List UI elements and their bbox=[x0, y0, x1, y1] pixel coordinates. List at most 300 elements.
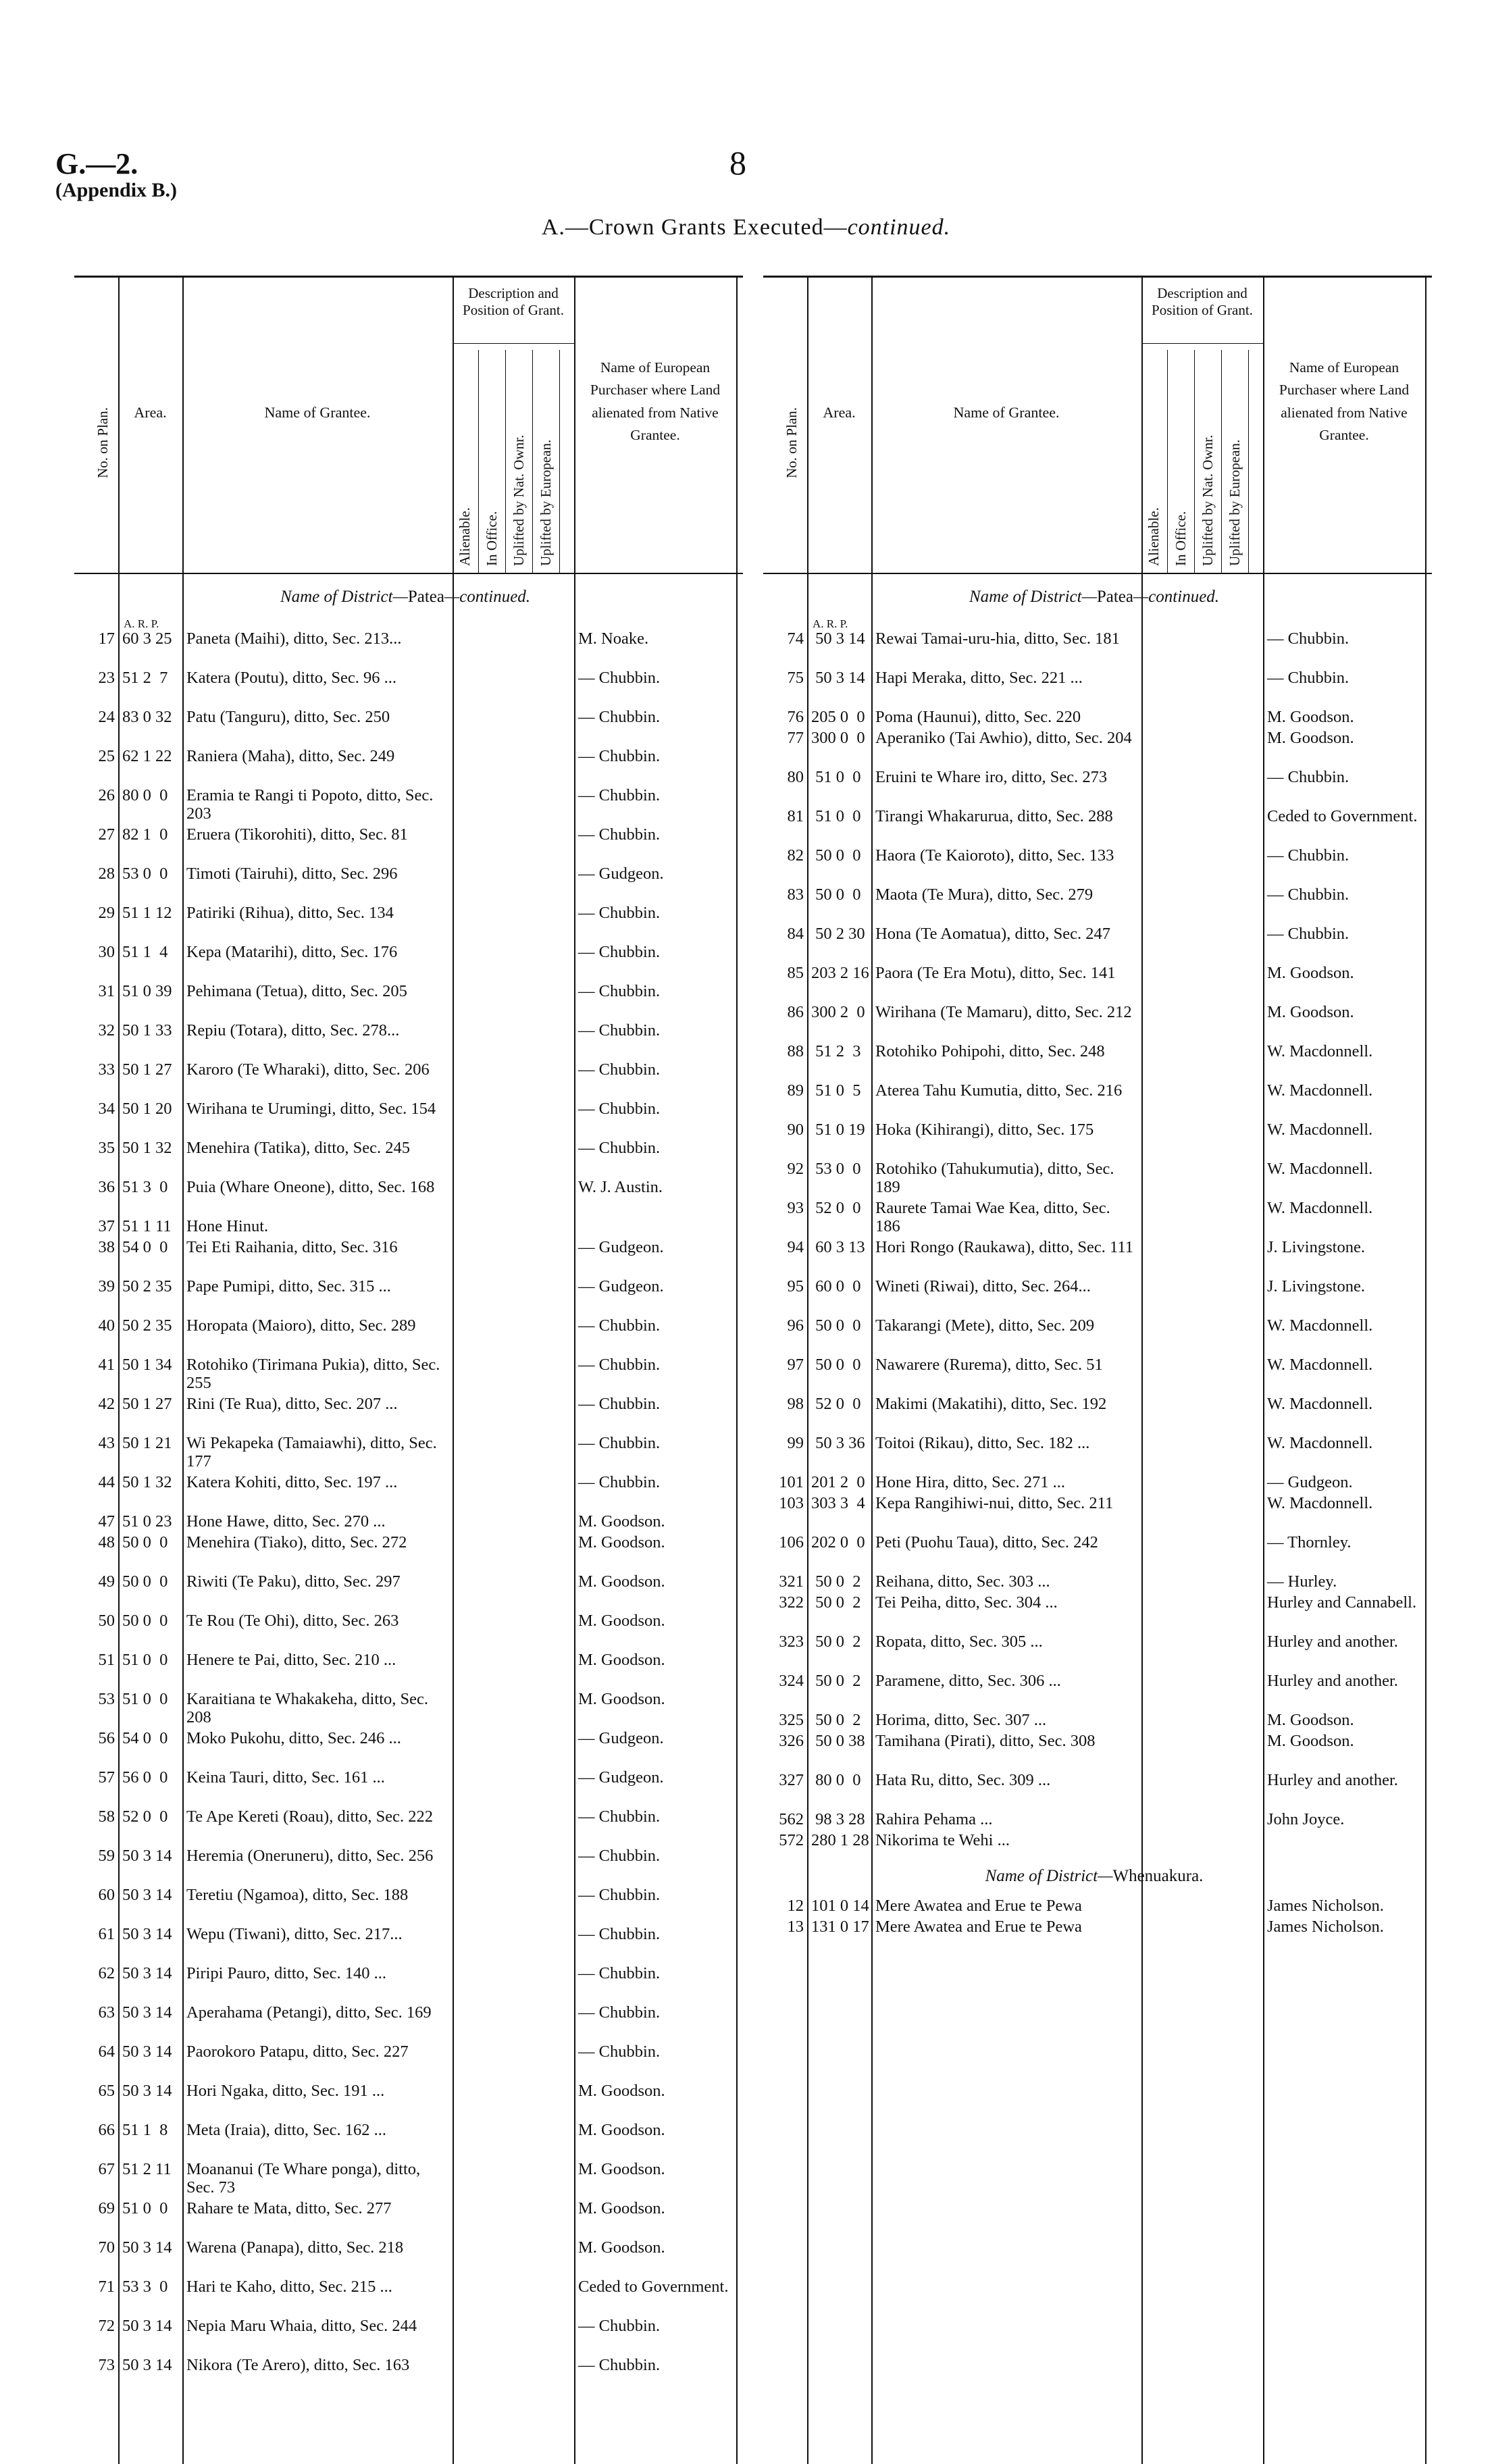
table-row bbox=[74, 1847, 743, 1886]
purchaser-name: — Gudgeon. bbox=[578, 1238, 664, 1256]
plan-number: 34 bbox=[98, 1100, 115, 1118]
table-row bbox=[74, 2278, 743, 2317]
plan-number: 49 bbox=[98, 1572, 115, 1591]
grantee-name: Paora (Te Era Motu), ditto, Sec. 141 bbox=[875, 964, 1116, 982]
plan-number: 101 bbox=[779, 1473, 804, 1491]
table-row bbox=[74, 2238, 743, 2278]
plan-number: 85 bbox=[787, 964, 804, 982]
area-value: 50 3 14 bbox=[811, 669, 865, 687]
purchaser-name: James Nicholson. bbox=[1267, 1897, 1384, 1915]
purchaser-name: — Chubbin. bbox=[578, 1100, 661, 1118]
table-row bbox=[763, 964, 1432, 1003]
table-row bbox=[74, 1316, 743, 1356]
plan-number: 90 bbox=[787, 1121, 804, 1139]
area-value: 50 3 36 bbox=[811, 1434, 865, 1452]
table-row bbox=[74, 2003, 743, 2043]
table-row bbox=[74, 1356, 743, 1395]
plan-number: 47 bbox=[98, 1512, 115, 1531]
purchaser-name: — Thornley. bbox=[1267, 1533, 1352, 1551]
area-value: 51 0 0 bbox=[122, 1690, 168, 1708]
col-grantee: Name of Grantee. bbox=[953, 404, 1060, 421]
table-top-rule bbox=[763, 276, 1432, 278]
purchaser-name: M. Goodson. bbox=[1267, 1003, 1354, 1021]
area-value: 51 1 11 bbox=[122, 1217, 172, 1235]
plan-number: 40 bbox=[98, 1316, 115, 1335]
area-value: 83 0 32 bbox=[122, 708, 172, 726]
purchaser-name: J. Livingstone. bbox=[1267, 1277, 1365, 1295]
purchaser-name: M. Goodson. bbox=[1267, 964, 1354, 982]
grantee-name: Kepa (Matarihi), ditto, Sec. 176 bbox=[186, 943, 398, 961]
table-row bbox=[74, 1807, 743, 1847]
table-row bbox=[74, 1651, 743, 1690]
table-row bbox=[74, 747, 743, 786]
district-heading bbox=[74, 588, 736, 607]
col-no-on-plan: No. on Plan. bbox=[95, 407, 111, 478]
purchaser-name: W. Macdonnell. bbox=[1267, 1494, 1373, 1512]
plan-number: 57 bbox=[98, 1768, 115, 1787]
area-value: 51 1 4 bbox=[122, 943, 168, 961]
area-value: 50 0 0 bbox=[122, 1533, 168, 1551]
grantee-name: Karoro (Te Wharaki), ditto, Sec. 206 bbox=[186, 1060, 430, 1079]
area-value: 60 3 13 bbox=[811, 1238, 865, 1256]
area-value: 203 2 16 bbox=[811, 964, 869, 982]
purchaser-name: — Chubbin. bbox=[1267, 886, 1349, 904]
table-row bbox=[74, 1021, 743, 1060]
grantee-name: Rahira Pehama ... bbox=[875, 1810, 993, 1828]
purchaser-name: — Chubbin. bbox=[578, 669, 661, 687]
plan-number: 325 bbox=[779, 1711, 804, 1729]
table-row bbox=[74, 1217, 743, 1238]
grantee-name: Paramene, ditto, Sec. 306 ... bbox=[875, 1672, 1061, 1690]
purchaser-name: — Chubbin. bbox=[578, 1395, 661, 1413]
plan-number: 23 bbox=[98, 669, 115, 687]
plan-number: 13 bbox=[787, 1918, 804, 1936]
table-row bbox=[74, 1925, 743, 1964]
plan-number: 77 bbox=[787, 729, 804, 747]
table-row bbox=[763, 1771, 1432, 1810]
plan-number: 70 bbox=[98, 2238, 115, 2257]
table-row bbox=[74, 1768, 743, 1807]
district-continued: —continued. bbox=[1133, 588, 1220, 606]
area-value: 50 1 27 bbox=[122, 1060, 172, 1079]
col-grantee: Name of Grantee. bbox=[264, 404, 371, 421]
area-value: 51 1 8 bbox=[122, 2121, 168, 2139]
plan-number: 28 bbox=[98, 865, 115, 883]
subcolumn-rule bbox=[1221, 350, 1222, 573]
table-row bbox=[74, 982, 743, 1021]
grantee-name: Mere Awatea and Erue te Pewa bbox=[875, 1897, 1082, 1915]
plan-number: 27 bbox=[98, 825, 115, 844]
area-value: 50 2 35 bbox=[122, 1316, 172, 1335]
plan-number: 94 bbox=[787, 1238, 804, 1256]
grantee-name: Moananui (Te Whare ponga), ditto, Sec. 73 bbox=[186, 2160, 421, 2197]
plan-number: 324 bbox=[779, 1672, 804, 1690]
area-units-label: A. R. P. bbox=[124, 617, 159, 630]
purchaser-name: Hurley and Cannabell. bbox=[1267, 1593, 1417, 1612]
plan-number: 63 bbox=[98, 2003, 115, 2022]
table-row bbox=[763, 925, 1432, 964]
col-description: Description and Position of Grant. bbox=[463, 285, 564, 319]
area-value: 80 0 0 bbox=[811, 1771, 861, 1789]
area-value: 50 0 0 bbox=[122, 1612, 168, 1630]
purchaser-name: — Chubbin. bbox=[1267, 630, 1349, 648]
area-value: 300 0 0 bbox=[811, 729, 865, 747]
area-value: 51 2 11 bbox=[122, 2160, 172, 2178]
purchaser-name: M. Goodson. bbox=[578, 2121, 665, 2139]
area-value: 54 0 0 bbox=[122, 1729, 168, 1747]
grantee-name: Paorokoro Patapu, ditto, Sec. 227 bbox=[186, 2043, 409, 2061]
plan-number: 98 bbox=[787, 1395, 804, 1413]
purchaser-name: — Chubbin. bbox=[578, 747, 661, 765]
plan-number: 24 bbox=[98, 708, 115, 726]
plan-number: 99 bbox=[787, 1434, 804, 1452]
subcolumn-rule bbox=[478, 350, 479, 573]
plan-number: 86 bbox=[787, 1003, 804, 1021]
table-row bbox=[74, 1100, 743, 1139]
area-value: 50 0 0 bbox=[811, 1316, 861, 1335]
area-value: 50 2 35 bbox=[122, 1277, 172, 1295]
table-header-rule bbox=[763, 573, 1432, 574]
purchaser-name: M. Goodson. bbox=[1267, 729, 1354, 747]
area-value: 51 1 12 bbox=[122, 904, 172, 922]
table-row bbox=[74, 2356, 743, 2395]
purchaser-name: W. Macdonnell. bbox=[1267, 1160, 1373, 1178]
area-value: 51 0 5 bbox=[811, 1081, 861, 1100]
grantee-name: Piripi Pauro, ditto, Sec. 140 ... bbox=[186, 1964, 387, 1982]
grantee-name: Nepia Maru Whaia, ditto, Sec. 244 bbox=[186, 2317, 417, 2335]
grantee-name: Rahare te Mata, ditto, Sec. 277 bbox=[186, 2199, 392, 2217]
plan-number: 38 bbox=[98, 1238, 115, 1256]
area-value: 51 0 39 bbox=[122, 982, 172, 1000]
subcolumn-rule bbox=[1248, 350, 1249, 573]
plan-number: 323 bbox=[779, 1633, 804, 1651]
grantee-name: Eruini te Whare iro, ditto, Sec. 273 bbox=[875, 768, 1108, 786]
grantee-name: Timoti (Tairuhi), ditto, Sec. 296 bbox=[186, 865, 398, 883]
plan-number: 36 bbox=[98, 1178, 115, 1196]
grantee-name: Raurete Tamai Wae Kea, ditto, Sec. 186 bbox=[875, 1199, 1110, 1235]
area-value: 53 0 0 bbox=[122, 865, 168, 883]
purchaser-name: — Gudgeon. bbox=[578, 1729, 664, 1747]
grantee-name: Toitoi (Rikau), ditto, Sec. 182 ... bbox=[875, 1434, 1090, 1452]
area-value: 50 1 20 bbox=[122, 1100, 172, 1118]
grantee-name: Wepu (Tiwani), ditto, Sec. 217... bbox=[186, 1925, 403, 1943]
grantee-name: Hone Hawe, ditto, Sec. 270 ... bbox=[186, 1512, 386, 1531]
purchaser-name: — Hurley. bbox=[1267, 1572, 1337, 1591]
col-in-office: In Office. bbox=[484, 511, 500, 566]
district-name: Whenuakura. bbox=[1112, 1867, 1204, 1885]
purchaser-name: — Chubbin. bbox=[578, 2003, 661, 2022]
purchaser-name: — Chubbin. bbox=[578, 982, 661, 1000]
grantee-name: Henere te Pai, ditto, Sec. 210 ... bbox=[186, 1651, 396, 1669]
table-row bbox=[74, 2121, 743, 2160]
grantee-name: Moko Pukohu, ditto, Sec. 246 ... bbox=[186, 1729, 401, 1747]
plan-number: 96 bbox=[787, 1316, 804, 1335]
purchaser-name: James Nicholson. bbox=[1267, 1918, 1384, 1936]
table-row bbox=[763, 1160, 1432, 1199]
purchaser-name: M. Goodson. bbox=[1267, 708, 1354, 726]
area-value: 52 0 0 bbox=[811, 1199, 861, 1217]
table-row bbox=[74, 2043, 743, 2082]
area-value: 50 0 2 bbox=[811, 1593, 861, 1612]
grantee-name: Puia (Whare Oneone), ditto, Sec. 168 bbox=[186, 1178, 435, 1196]
area-units-label: A. R. P. bbox=[813, 617, 848, 630]
purchaser-name: — Chubbin. bbox=[578, 786, 661, 804]
plan-number: 51 bbox=[98, 1651, 115, 1669]
purchaser-name: — Chubbin. bbox=[578, 1964, 661, 1982]
plan-number: 73 bbox=[98, 2356, 115, 2374]
table-row bbox=[763, 1918, 1432, 1939]
table-row bbox=[74, 708, 743, 747]
area-value: 50 0 2 bbox=[811, 1572, 861, 1591]
table-header-rule bbox=[74, 573, 743, 574]
plan-number: 83 bbox=[787, 886, 804, 904]
grantee-name: Menehira (Tiako), ditto, Sec. 272 bbox=[186, 1533, 407, 1551]
table-row bbox=[74, 2082, 743, 2121]
plan-number: 72 bbox=[98, 2317, 115, 2335]
title-text: A.—Crown Grants Executed— bbox=[541, 215, 848, 240]
grantee-name: Te Rou (Te Ohi), ditto, Sec. 263 bbox=[186, 1612, 399, 1630]
area-value: 50 3 14 bbox=[811, 630, 865, 648]
table-row bbox=[763, 1356, 1432, 1395]
plan-number: 562 bbox=[779, 1810, 804, 1828]
purchaser-name: — Chubbin. bbox=[1267, 768, 1349, 786]
grantee-name: Aperaniko (Tai Awhio), ditto, Sec. 204 bbox=[875, 729, 1132, 747]
district-label: Name of District— bbox=[280, 588, 408, 606]
plan-number: 50 bbox=[98, 1612, 115, 1630]
table-row bbox=[763, 630, 1432, 669]
purchaser-name: — Chubbin. bbox=[578, 1434, 661, 1452]
grantee-name: Maota (Te Mura), ditto, Sec. 279 bbox=[875, 886, 1094, 904]
area-value: 205 0 0 bbox=[811, 708, 865, 726]
col-uplifted-nat: Uplifted by Nat. Ownr. bbox=[511, 434, 527, 566]
table-row bbox=[74, 865, 743, 904]
area-value: 60 0 0 bbox=[811, 1277, 861, 1295]
purchaser-name: W. Macdonnell. bbox=[1267, 1434, 1373, 1452]
purchaser-name: W. Macdonnell. bbox=[1267, 1395, 1373, 1413]
purchaser-name: — Chubbin. bbox=[1267, 669, 1349, 687]
page-number: 8 bbox=[729, 144, 746, 182]
purchaser-name: W. J. Austin. bbox=[578, 1178, 663, 1196]
grantee-name: Hori Rongo (Raukawa), ditto, Sec. 111 bbox=[875, 1238, 1133, 1256]
plan-number: 65 bbox=[98, 2082, 115, 2100]
col-in-office: In Office. bbox=[1173, 511, 1189, 566]
desc-header-rule bbox=[453, 343, 574, 344]
table-row bbox=[763, 1473, 1432, 1494]
plan-number: 66 bbox=[98, 2121, 115, 2139]
area-value: 50 0 2 bbox=[811, 1711, 861, 1729]
area-value: 50 0 0 bbox=[811, 846, 861, 865]
col-purchaser: Name of European Purchaser where Land alienated from Native Grantee. bbox=[590, 359, 721, 443]
purchaser-name: M. Goodson. bbox=[578, 1512, 665, 1531]
area-value: 52 0 0 bbox=[811, 1395, 861, 1413]
grantee-name: Wirihana (Te Mamaru), ditto, Sec. 212 bbox=[875, 1003, 1132, 1021]
table-row bbox=[763, 1003, 1432, 1042]
grantee-name: Nikorima te Wehi ... bbox=[875, 1831, 1010, 1849]
area-value: 201 2 0 bbox=[811, 1473, 865, 1491]
area-value: 51 0 19 bbox=[811, 1121, 865, 1139]
plan-number: 71 bbox=[98, 2278, 115, 2296]
plan-number: 321 bbox=[779, 1572, 804, 1591]
area-value: 51 2 7 bbox=[122, 669, 168, 687]
area-value: 50 1 21 bbox=[122, 1434, 172, 1452]
grantee-name: Horopata (Maioro), ditto, Sec. 289 bbox=[186, 1316, 416, 1335]
desc-header-rule bbox=[1141, 343, 1263, 344]
grantee-name: Repiu (Totara), ditto, Sec. 278... bbox=[186, 1021, 400, 1040]
grantee-name: Patu (Tanguru), ditto, Sec. 250 bbox=[186, 708, 390, 726]
code-label: G.—2. bbox=[55, 147, 138, 180]
col-area: Area. bbox=[134, 404, 167, 421]
plan-number: 59 bbox=[98, 1847, 115, 1865]
plan-number: 39 bbox=[98, 1277, 115, 1295]
purchaser-name: W. Macdonnell. bbox=[1267, 1042, 1373, 1060]
table-row bbox=[763, 1572, 1432, 1593]
purchaser-name: W. Macdonnell. bbox=[1267, 1121, 1373, 1139]
table-row bbox=[74, 1060, 743, 1100]
table-row bbox=[763, 1810, 1432, 1831]
plan-number: 103 bbox=[779, 1494, 804, 1512]
table-row bbox=[74, 630, 743, 669]
grantee-name: Kepa Rangihiwi-nui, ditto, Sec. 211 bbox=[875, 1494, 1114, 1512]
area-value: 50 1 27 bbox=[122, 1395, 172, 1413]
purchaser-name: M. Goodson. bbox=[578, 2082, 665, 2100]
appendix-label: (Appendix B.) bbox=[55, 179, 178, 202]
plan-number: 32 bbox=[98, 1021, 115, 1040]
table-row bbox=[74, 1729, 743, 1768]
table-row bbox=[74, 1964, 743, 2003]
col-description: Description and Position of Grant. bbox=[1152, 285, 1253, 319]
grantee-name: Tirangi Whakarurua, ditto, Sec. 288 bbox=[875, 807, 1113, 825]
grantee-name: Rotohiko (Tirimana Pukia), ditto, Sec. 255 bbox=[186, 1356, 440, 1392]
plan-number: 92 bbox=[787, 1160, 804, 1178]
grantee-name: Rewai Tamai-uru-hia, ditto, Sec. 181 bbox=[875, 630, 1120, 648]
purchaser-name: — Chubbin. bbox=[578, 904, 661, 922]
table-row bbox=[763, 886, 1432, 925]
area-value: 50 3 14 bbox=[122, 1964, 172, 1982]
col-alienable: Alienable. bbox=[1146, 507, 1162, 566]
plan-number: 35 bbox=[98, 1139, 115, 1157]
table-row bbox=[763, 708, 1432, 729]
grantee-name: Hona (Te Aomatua), ditto, Sec. 247 bbox=[875, 925, 1111, 943]
table-row bbox=[763, 1711, 1432, 1732]
grantee-name: Keina Tauri, ditto, Sec. 161 ... bbox=[186, 1768, 385, 1787]
district-label: Name of District— bbox=[969, 588, 1097, 606]
purchaser-name: W. Macdonnell. bbox=[1267, 1199, 1373, 1217]
table-row bbox=[74, 1238, 743, 1277]
grantee-name: Karaitiana te Whakakeha, ditto, Sec. 208 bbox=[186, 1690, 429, 1726]
area-value: 131 0 17 bbox=[811, 1918, 869, 1936]
district-heading-whenuakura bbox=[763, 1867, 1425, 1886]
area-value: 280 1 28 bbox=[811, 1831, 869, 1849]
plan-number: 56 bbox=[98, 1729, 115, 1747]
table-row bbox=[74, 2160, 743, 2199]
table-row bbox=[763, 729, 1432, 768]
table-row bbox=[763, 1831, 1432, 1852]
grantee-name: Reihana, ditto, Sec. 303 ... bbox=[875, 1572, 1050, 1591]
table-row bbox=[74, 2199, 743, 2238]
area-value: 50 0 38 bbox=[811, 1732, 865, 1750]
grantee-name: Pehimana (Tetua), ditto, Sec. 205 bbox=[186, 982, 407, 1000]
plan-number: 93 bbox=[787, 1199, 804, 1217]
purchaser-name: Hurley and another. bbox=[1267, 1633, 1398, 1651]
purchaser-name: — Gudgeon. bbox=[578, 1277, 664, 1295]
grantee-name: Eruera (Tikorohiti), ditto, Sec. 81 bbox=[186, 825, 408, 844]
plan-number: 30 bbox=[98, 943, 115, 961]
subcolumn-rule bbox=[1194, 350, 1195, 573]
grantee-name: Rotohiko (Tahukumutia), ditto, Sec. 189 bbox=[875, 1160, 1114, 1196]
table-row bbox=[74, 1533, 743, 1572]
purchaser-name: M. Goodson. bbox=[578, 1651, 665, 1669]
purchaser-name: — Chubbin. bbox=[578, 1807, 661, 1826]
table-row bbox=[763, 1633, 1432, 1672]
table-row bbox=[763, 1316, 1432, 1356]
col-alienable: Alienable. bbox=[457, 507, 473, 566]
col-area: Area. bbox=[823, 404, 856, 421]
area-value: 50 1 32 bbox=[122, 1473, 172, 1491]
purchaser-name: — Chubbin. bbox=[1267, 846, 1349, 865]
purchaser-name: W. Macdonnell. bbox=[1267, 1356, 1373, 1374]
plan-number: 76 bbox=[787, 708, 804, 726]
area-value: 51 0 0 bbox=[122, 1651, 168, 1669]
subcolumn-rule bbox=[532, 350, 533, 573]
plan-number: 48 bbox=[98, 1533, 115, 1551]
plan-number: 37 bbox=[98, 1217, 115, 1235]
plan-number: 75 bbox=[787, 669, 804, 687]
purchaser-name: Ceded to Government. bbox=[1267, 807, 1418, 825]
area-value: 82 1 0 bbox=[122, 825, 168, 844]
col-uplifted-eur: Uplifted by European. bbox=[538, 439, 554, 566]
purchaser-name: — Chubbin. bbox=[578, 1473, 661, 1491]
grantee-name: Tei Peiha, ditto, Sec. 304 ... bbox=[875, 1593, 1058, 1612]
grantee-name: Hoka (Kihirangi), ditto, Sec. 175 bbox=[875, 1121, 1094, 1139]
grantee-name: Rotohiko Pohipohi, ditto, Sec. 248 bbox=[875, 1042, 1105, 1060]
purchaser-name: M. Goodson. bbox=[578, 2199, 665, 2217]
table-row bbox=[74, 1690, 743, 1729]
purchaser-name: M. Goodson. bbox=[1267, 1711, 1354, 1729]
area-value: 50 1 32 bbox=[122, 1139, 172, 1157]
grantee-name: Teretiu (Ngamoa), ditto, Sec. 188 bbox=[186, 1886, 409, 1904]
plan-number: 327 bbox=[779, 1771, 804, 1789]
plan-number: 64 bbox=[98, 2043, 115, 2061]
purchaser-name: — Chubbin. bbox=[578, 1139, 661, 1157]
plan-number: 89 bbox=[787, 1081, 804, 1100]
table-row bbox=[763, 1121, 1432, 1160]
area-value: 50 3 14 bbox=[122, 2003, 172, 2022]
purchaser-name: — Chubbin. bbox=[1267, 925, 1349, 943]
area-value: 50 0 0 bbox=[122, 1572, 168, 1591]
purchaser-name: John Joyce. bbox=[1267, 1810, 1345, 1828]
purchaser-name: W. Macdonnell. bbox=[1267, 1316, 1373, 1335]
plan-number: 82 bbox=[787, 846, 804, 865]
plan-number: 26 bbox=[98, 786, 115, 804]
table-row bbox=[763, 1672, 1432, 1711]
grantee-name: Hone Hinut. bbox=[186, 1217, 269, 1235]
plan-number: 84 bbox=[787, 925, 804, 943]
plan-number: 74 bbox=[787, 630, 804, 648]
table-row bbox=[74, 1178, 743, 1217]
plan-number: 95 bbox=[787, 1277, 804, 1295]
table-row bbox=[763, 846, 1432, 886]
area-value: 101 0 14 bbox=[811, 1897, 869, 1915]
purchaser-name: — Chubbin. bbox=[578, 1925, 661, 1943]
area-value: 54 0 0 bbox=[122, 1238, 168, 1256]
table-row bbox=[74, 1434, 743, 1473]
area-value: 300 2 0 bbox=[811, 1003, 865, 1021]
plan-number: 81 bbox=[787, 807, 804, 825]
col-purchaser: Name of European Purchaser where Land alienated from Native Grantee. bbox=[1279, 359, 1410, 443]
area-value: 52 0 0 bbox=[122, 1807, 168, 1826]
table-row bbox=[74, 1277, 743, 1316]
area-value: 50 0 2 bbox=[811, 1633, 861, 1651]
